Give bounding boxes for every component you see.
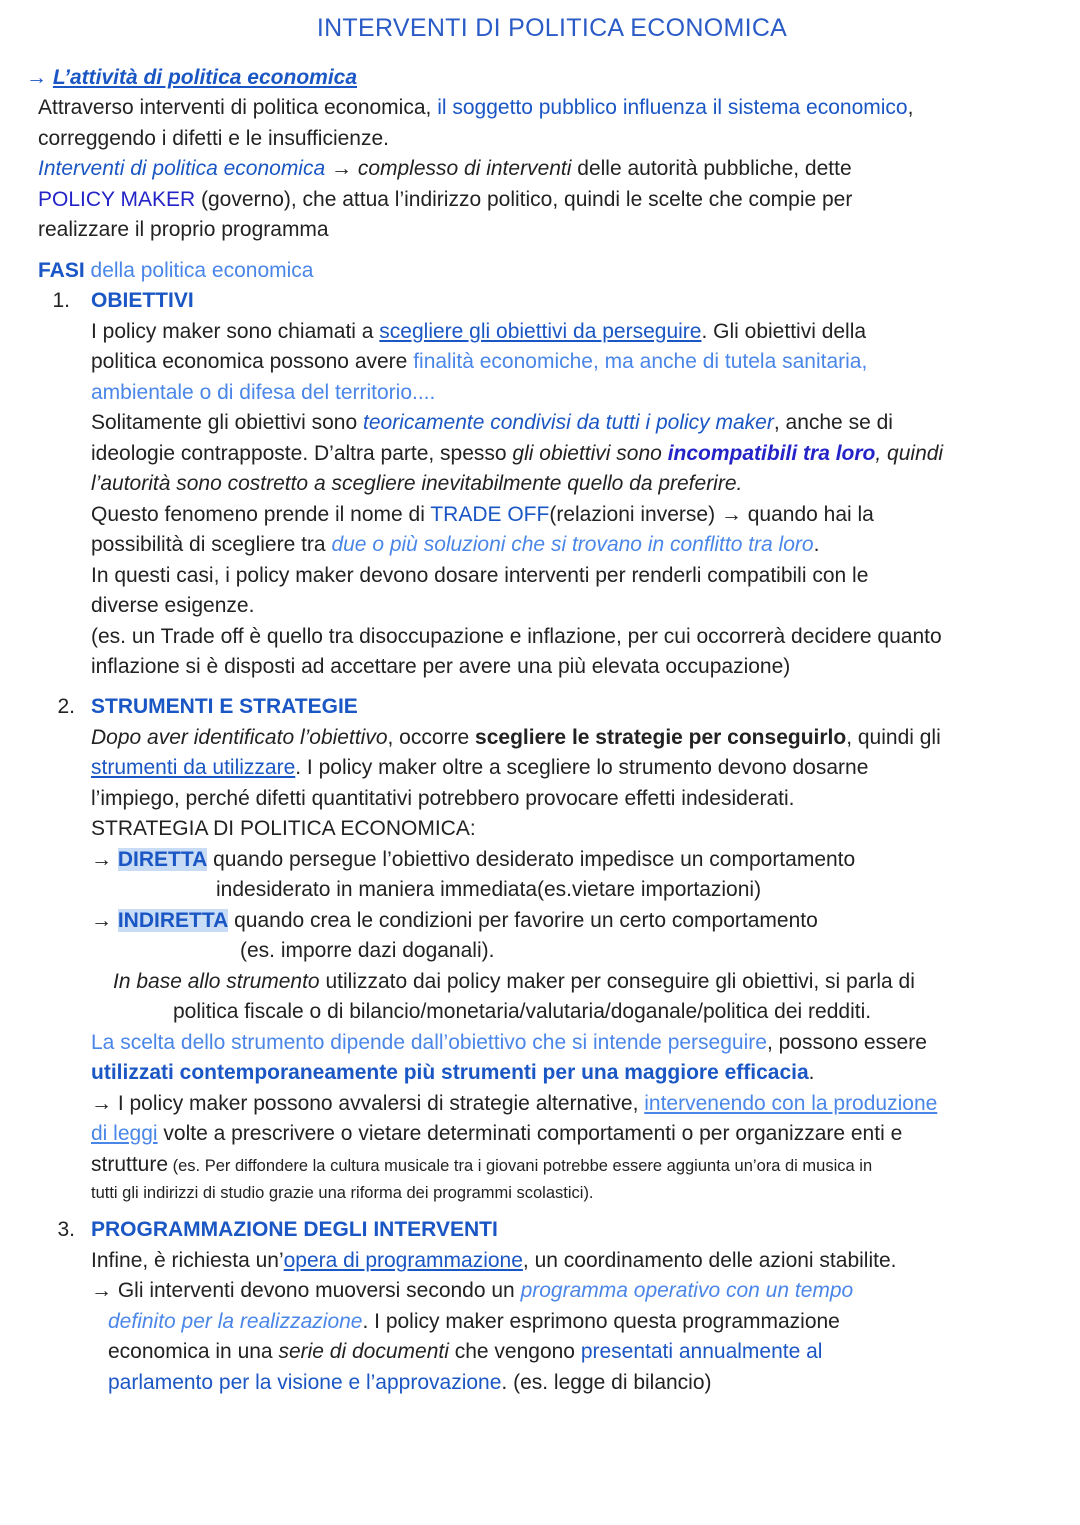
text: indesiderato in maniera immediata(es.vietare importazioni) <box>216 878 762 901</box>
italic-text: complesso di interventi <box>357 157 572 180</box>
text: , possono essere <box>766 1030 927 1054</box>
highlight-text: parlamento per la visione e l’approvazione <box>108 1370 502 1394</box>
text: quando crea le condizioni per favorire un certo comportamento <box>228 908 818 932</box>
bold-highlight: incompatibili tra loro <box>667 441 876 465</box>
highlight-text: presentati annualmente al <box>580 1340 823 1363</box>
italic-highlight: definito per la realizzazione <box>108 1309 363 1333</box>
text: (es. imporre dazi doganali). <box>240 939 495 962</box>
arrow-icon: → <box>91 908 118 932</box>
text: . Gli obiettivi della <box>701 319 867 343</box>
italic-highlight: teoricamente condivisi da tutti i policy maker <box>363 411 774 434</box>
bold-text: scegliere le strategie per conseguirlo <box>475 725 847 749</box>
text: (es. un Trade off è quello tra disoccupazione e inflazione, per cui occorrerà decidere quanto <box>91 624 942 648</box>
italic-text: l’autorità sono costretto a scegliere inevitabilmente quello da preferire. <box>91 472 743 495</box>
small-text: (es. Per diffondere la cultura musicale tra i giovani potrebbe essere aggiunta un’ora di musica in <box>168 1156 873 1175</box>
text: , <box>907 96 914 119</box>
phase-objectives <box>91 286 1076 683</box>
text: politica fiscale o di bilancio/monetaria/valutaria/doganale/politica dei redditi. <box>173 1000 872 1023</box>
underlined-text: scegliere gli obiettivi da perseguire <box>379 319 702 343</box>
italic-text: Dopo aver identificato l’obiettivo <box>91 725 388 749</box>
text: Infine, è richiesta un’ <box>91 1248 284 1272</box>
text: (governo), che attua l’indirizzo politico, quindi le scelte che compie per <box>195 187 853 211</box>
phase-heading: PROGRAMMAZIONE DEGLI INTERVENTI <box>91 1218 498 1241</box>
highlight-text: il soggetto pubblico influenza il sistema economico <box>437 96 908 119</box>
highlight-text: ambientale o di difesa del territorio.... <box>91 380 436 404</box>
highlight-text: La scelta dello strumento dipende dall’obiettivo che si intende perseguire <box>91 1030 767 1054</box>
underlined-text: opera di programmazione <box>283 1248 523 1272</box>
section-heading-activity <box>26 63 357 94</box>
phase-strategies <box>91 692 1076 1205</box>
list-number: 1. <box>52 289 70 312</box>
underlined-text: di leggi <box>91 1122 158 1145</box>
fasi-label: FASI <box>38 259 85 282</box>
phase-heading: OBIETTIVI <box>91 289 194 312</box>
term-text: Interventi di politica economica <box>38 157 326 180</box>
text: , un coordinamento delle azioni stabilite. <box>522 1248 897 1272</box>
bold-highlight: utilizzati contemporaneamente più strumenti per una maggiore efficacia <box>91 1061 809 1084</box>
text: che vengono <box>448 1340 581 1363</box>
policy-maker-term: POLICY MAKER <box>38 187 196 211</box>
text: utilizzato dai policy maker per conseguire gli obiettivi, si parla di <box>319 969 915 993</box>
italic-text: serie di documenti <box>278 1340 449 1363</box>
text: correggendo i difetti e le insufficienze. <box>38 126 389 150</box>
text: l’impiego, perché difetti quantitativi potrebbero provocare effetti indesiderati. <box>91 786 795 810</box>
strategy-heading: STRATEGIA DI POLITICA ECONOMICA: <box>91 817 476 840</box>
text: . (es. legge di bilancio) <box>501 1370 712 1394</box>
text: , quindi gli <box>846 725 941 749</box>
text: Questo fenomeno prende il nome di <box>91 502 431 526</box>
text: . I policy maker oltre a scegliere lo strumento devono dosarne <box>295 756 869 779</box>
arrow-icon: → <box>91 847 118 871</box>
text: → Gli interventi devono muoversi secondo un <box>91 1279 521 1302</box>
underlined-text: intervenendo con la produzione <box>644 1091 938 1115</box>
text: . <box>813 533 820 556</box>
indirect-label: INDIRETTA <box>117 908 229 932</box>
text: In questi casi, i policy maker devono dosare interventi per renderli compatibili con le <box>91 563 869 587</box>
direct-label: DIRETTA <box>117 847 208 871</box>
italic-text: , quindi <box>875 441 944 465</box>
phase-heading: STRUMENTI E STRATEGIE <box>91 695 358 718</box>
text: , occorre <box>387 725 476 749</box>
text: possibilità di scegliere tra <box>91 533 332 556</box>
arrow-icon: → <box>325 157 358 180</box>
underlined-text: strumenti da utilizzare <box>91 756 296 779</box>
text: Solitamente gli obiettivi sono <box>91 411 363 434</box>
text: (relazioni inverse) → quando hai la <box>549 502 874 526</box>
text: politica economica possono avere <box>91 350 414 373</box>
text: . I policy maker esprimono questa programmazione <box>362 1309 840 1333</box>
text: . <box>808 1061 815 1084</box>
text: I policy maker sono chiamati a <box>91 319 380 343</box>
text: inflazione si è disposti ad accettare per avere una più elevata occupazione) <box>91 655 791 678</box>
small-text: tutti gli indirizzi di studio grazie una riforma dei programmi scolastici). <box>91 1184 594 1202</box>
text: quando persegue l’obiettivo desiderato impedisce un comportamento <box>207 847 856 871</box>
section-heading-text: L’attività di politica economica <box>52 66 358 89</box>
text: ideologie contrapposte. D’altra parte, spesso <box>91 441 513 465</box>
text: diverse esigenze. <box>91 594 255 617</box>
text: economica in una <box>108 1340 279 1363</box>
list-number: 2. <box>57 695 75 718</box>
arrow-icon: → <box>26 66 47 89</box>
italic-highlight: due o più soluzioni che si trovano in conflitto tra loro <box>331 533 814 556</box>
fasi-subtitle: della politica economica <box>84 259 314 282</box>
italic-text: In base allo strumento <box>113 969 320 993</box>
fasi-heading <box>38 256 313 287</box>
text: delle autorità pubbliche, dette <box>571 157 852 180</box>
text: volte a prescrivere o vietare determinati comportamenti o per organizzare enti e <box>157 1122 903 1145</box>
text: , anche se di <box>773 411 893 434</box>
intro-paragraph <box>38 93 1078 246</box>
text: realizzare il proprio programma <box>38 218 329 241</box>
text: → I policy maker possono avvalersi di strategie alternative, <box>91 1091 645 1115</box>
list-number: 3. <box>57 1218 75 1241</box>
italic-highlight: programma operativo con un tempo <box>520 1279 854 1302</box>
italic-text: gli obiettivi sono <box>512 441 668 465</box>
trade-off-term: TRADE OFF <box>430 502 550 526</box>
phase-programming <box>91 1215 1076 1398</box>
page-title: INTERVENTI DI POLITICA ECONOMICA <box>316 14 788 42</box>
text: strutture <box>91 1152 169 1176</box>
text: Attraverso interventi di politica economica, <box>38 96 438 119</box>
highlight-text: finalità economiche, ma anche di tutela sanitaria, <box>413 350 868 373</box>
